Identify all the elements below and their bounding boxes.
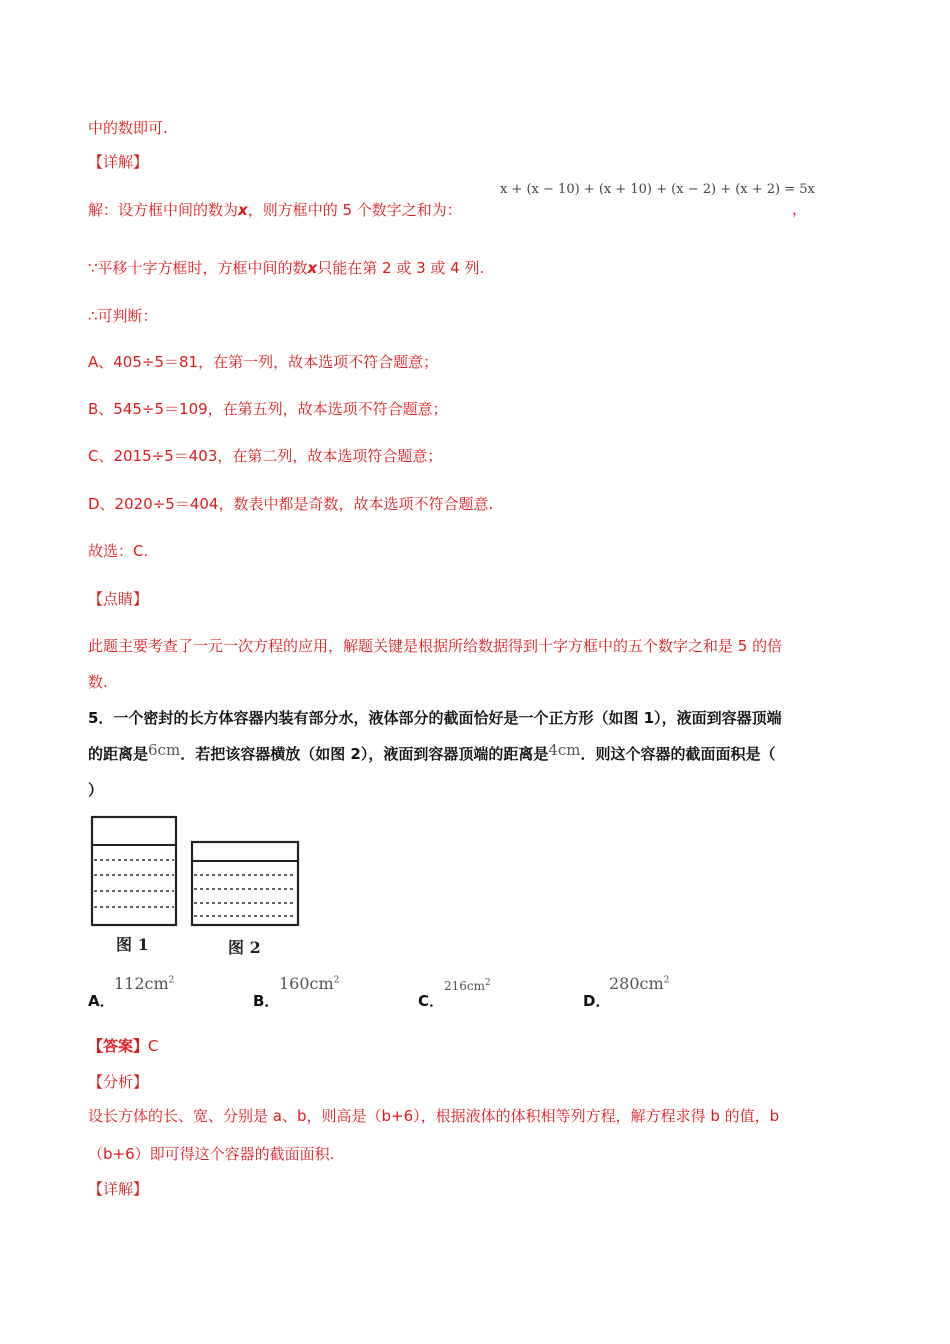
option-letter: B．	[253, 992, 280, 1010]
text-line: 数.	[88, 673, 108, 691]
text-line: 中的数即可.	[88, 119, 168, 137]
option-value	[279, 974, 339, 993]
container-figures	[88, 814, 318, 964]
text-line	[88, 200, 462, 220]
question-text: 5．一个密封的长方体容器内装有部分水，液体部分的截面恰好是一个正方形（如图 1），液面到容器顶端	[88, 709, 782, 727]
option-value-text: 280cm	[609, 974, 664, 993]
text-line: （b+6）即可得这个容器的截面面积.	[88, 1145, 335, 1163]
option-letter: C．	[418, 992, 445, 1010]
figure-2-container	[192, 842, 298, 925]
answer-label: 【答案】	[88, 1037, 149, 1055]
option-value	[444, 978, 491, 993]
option-value	[609, 974, 669, 993]
option-letter: A．	[88, 992, 115, 1010]
text-span: 的距离是	[88, 745, 149, 763]
text-span: ，则方框中的 5 个数字之和为：	[247, 201, 462, 219]
text-span: ．若把该容器横放（如图 2），液面到容器顶端的距离是	[180, 745, 549, 763]
variable-x: x	[238, 201, 248, 219]
option-exponent: 2	[333, 975, 340, 986]
fig2-label: 图 2	[228, 938, 261, 957]
text-line: ∴可判断：	[88, 307, 158, 325]
option-exponent: 2	[485, 978, 491, 988]
text-line: 此题主要考查了一元一次方程的应用，解题关键是根据所给数据得到十字方框中的五个数字之和是 5 的倍	[88, 637, 783, 655]
figure-1-container	[92, 817, 176, 925]
option-value-text: 216cm	[444, 979, 486, 993]
text-line-option-c: C、2015÷5＝403，在第二列，故本选项符合题意；	[88, 447, 443, 465]
fig1-label: 图 1	[116, 935, 149, 954]
text-span: 只能在第 2 或 3 或 4 列.	[317, 259, 485, 277]
fig1-outline	[92, 817, 176, 925]
option-exponent: 2	[663, 975, 670, 986]
answer-value: C	[148, 1037, 159, 1055]
question-text: ）	[88, 781, 104, 799]
fig2-outline	[192, 842, 298, 925]
text-line: 设长方体的长、宽、分别是 a、b，则高是（b+6），根据液体的体积相等列方程，解方程求得 b 的值，b	[88, 1107, 780, 1125]
question-text	[88, 741, 776, 764]
text-line	[88, 258, 484, 278]
option-value-text: 160cm	[279, 974, 334, 993]
punctuation: ，	[792, 200, 808, 218]
text-line-option-a: A、405÷5＝81，在第一列，故本选项不符合题意；	[88, 353, 439, 371]
text-span: 解：设方框中间的数为	[88, 201, 239, 219]
formula: x + (x − 10) + (x + 10) + (x − 2) + (x + 2) = 5x	[500, 182, 815, 197]
variable-x: x	[307, 259, 318, 277]
text-span: ．则这个容器的截面面积是（	[580, 745, 776, 763]
section-heading-analysis: 【分析】	[88, 1073, 149, 1091]
figures-svg	[88, 814, 318, 964]
option-letter: D．	[583, 992, 611, 1010]
section-heading-comment: 【点睛】	[88, 590, 149, 608]
unit-6cm: 6cm	[148, 741, 181, 759]
option-value	[114, 974, 174, 993]
text-line-option-d: D、2020÷5＝404，数表中都是奇数，故本选项不符合题意.	[88, 495, 494, 513]
text-span: ∵平移十字方框时，方框中间的数	[88, 259, 308, 277]
text-line: 故选：C.	[88, 542, 149, 560]
option-exponent: 2	[168, 975, 175, 986]
answer-line	[88, 1036, 159, 1056]
text-line-option-b: B、545÷5＝109，在第五列，故本选项不符合题意；	[88, 400, 448, 418]
section-heading-detail: 【详解】	[88, 153, 149, 171]
option-value-text: 112cm	[114, 974, 169, 993]
section-heading-detail: 【详解】	[88, 1180, 149, 1198]
unit-4cm: 4cm	[548, 741, 581, 759]
